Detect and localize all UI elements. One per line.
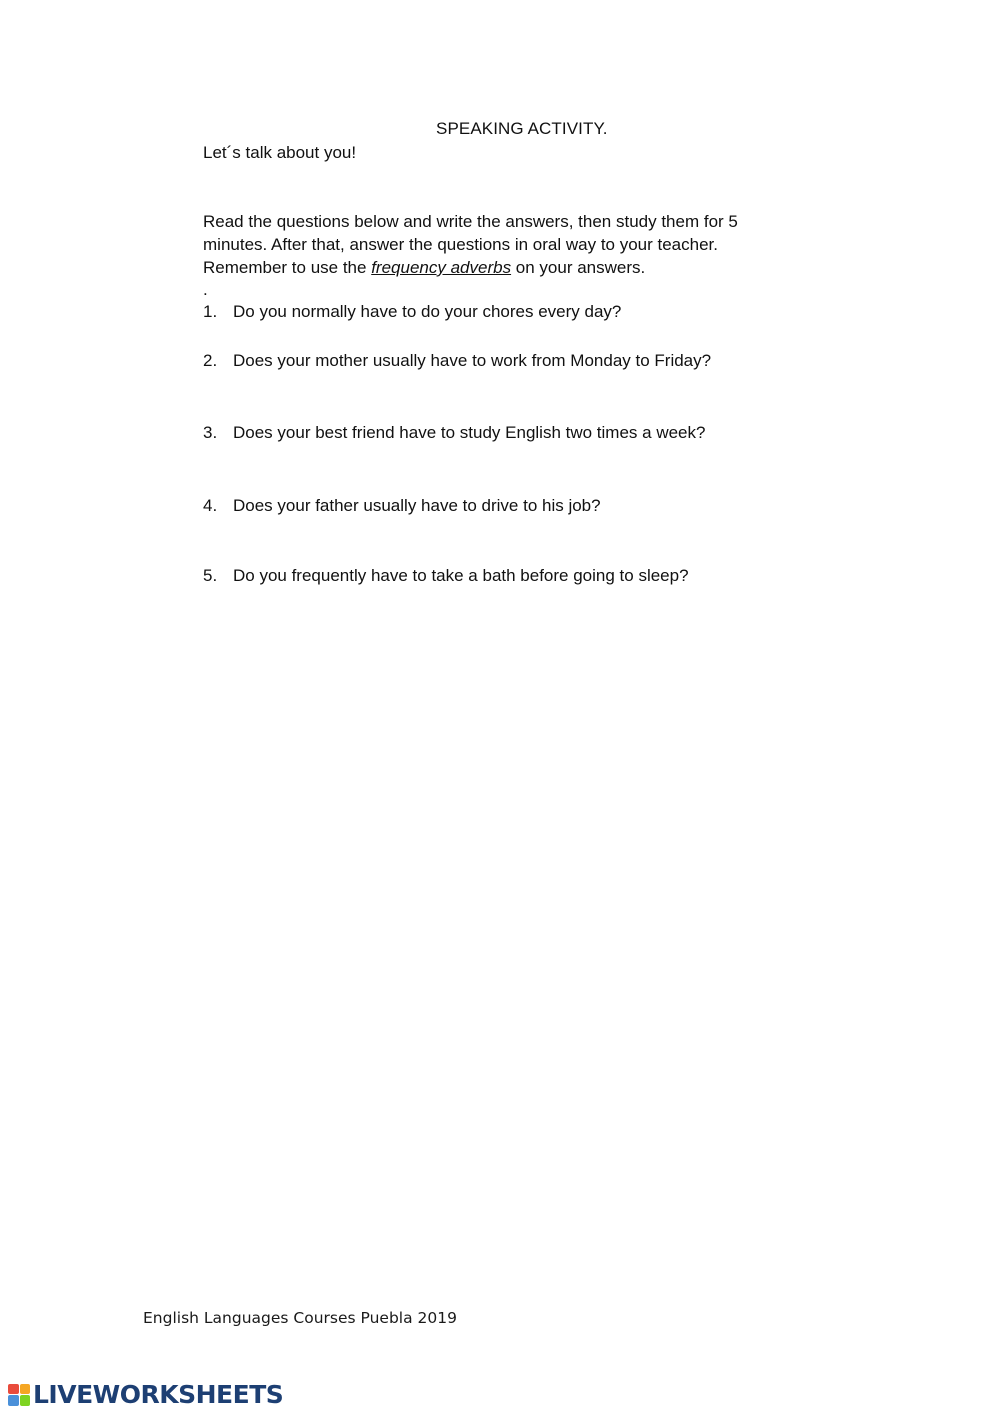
frequency-adverbs-emphasis: frequency adverbs bbox=[371, 258, 512, 277]
logo-square-icon bbox=[20, 1384, 31, 1395]
liveworksheets-logo-icon bbox=[8, 1384, 30, 1406]
question-item bbox=[203, 566, 689, 586]
question-item bbox=[203, 423, 705, 443]
page-title: SPEAKING ACTIVITY. bbox=[436, 119, 608, 138]
question-number: 5. bbox=[203, 566, 218, 585]
page-subtitle: Let´s talk about you! bbox=[203, 143, 357, 162]
question-text: Do you frequently have to take a bath before going to sleep? bbox=[233, 566, 689, 585]
separator-dot: . bbox=[203, 280, 208, 299]
instructions-text: on your answers. bbox=[511, 258, 646, 277]
question-number: 1. bbox=[203, 302, 218, 321]
question-text: Do you normally have to do your chores every day? bbox=[233, 302, 622, 321]
instructions-line bbox=[203, 256, 813, 279]
question-item bbox=[203, 302, 621, 322]
logo-square-icon bbox=[8, 1395, 19, 1406]
instructions-line: Read the questions below and write the answers, then study them for 5 bbox=[203, 212, 738, 231]
brand-name: LIVEWORKSHEETS bbox=[33, 1380, 284, 1409]
brand-link[interactable] bbox=[8, 1380, 283, 1409]
footer-text: English Languages Courses Puebla 2019 bbox=[143, 1309, 457, 1327]
logo-square-icon bbox=[8, 1384, 19, 1395]
question-item bbox=[203, 351, 711, 371]
instructions-paragraph bbox=[203, 210, 813, 279]
question-number: 4. bbox=[203, 496, 218, 515]
instructions-text: Remember to use the bbox=[203, 258, 372, 277]
question-number: 2. bbox=[203, 351, 218, 370]
question-text: Does your mother usually have to work from Monday to Friday? bbox=[233, 351, 712, 370]
question-text: Does your best friend have to study English two times a week? bbox=[233, 423, 706, 442]
logo-square-icon bbox=[20, 1395, 31, 1406]
question-text: Does your father usually have to drive to his job? bbox=[233, 496, 601, 515]
question-number: 3. bbox=[203, 423, 218, 442]
question-item bbox=[203, 496, 601, 516]
instructions-line: minutes. After that, answer the questions in oral way to your teacher. bbox=[203, 235, 718, 254]
